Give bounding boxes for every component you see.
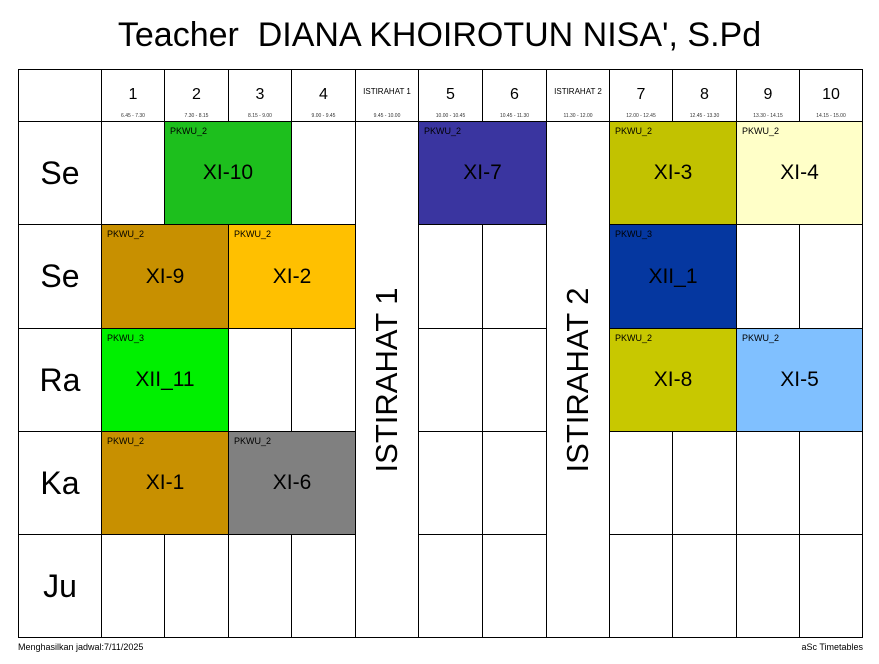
period-time: 7.30 - 8.15 bbox=[184, 113, 209, 119]
period-header bbox=[292, 69, 356, 122]
empty-slot bbox=[483, 432, 547, 535]
lesson-class: XI-8 bbox=[653, 368, 693, 391]
lesson-subject: PKWU_2 bbox=[742, 333, 780, 343]
empty-slot bbox=[292, 329, 356, 432]
empty-slot bbox=[419, 225, 483, 329]
empty-slot bbox=[483, 225, 547, 329]
lesson-subject: PKWU_2 bbox=[107, 436, 145, 446]
lesson-card[interactable] bbox=[737, 329, 863, 432]
break-header bbox=[356, 69, 419, 122]
lesson-subject: PKWU_2 bbox=[234, 436, 272, 446]
empty-slot bbox=[737, 535, 800, 638]
day-label: Ju bbox=[18, 535, 102, 638]
empty-slot bbox=[673, 432, 737, 535]
period-time: 14.15 - 15.00 bbox=[816, 113, 846, 119]
empty-slot bbox=[419, 432, 483, 535]
period-header bbox=[165, 69, 229, 122]
period-number: 10 bbox=[822, 86, 840, 103]
break-vertical-label: ISTIRAHAT 1 bbox=[369, 287, 404, 472]
break-name: ISTIRAHAT 2 bbox=[554, 87, 602, 96]
empty-slot bbox=[419, 535, 483, 638]
lesson-class: XI-10 bbox=[202, 161, 254, 184]
lesson-class: XI-7 bbox=[463, 161, 502, 184]
period-time: 13.30 - 14.15 bbox=[753, 113, 783, 119]
period-header bbox=[737, 69, 800, 122]
break-name: ISTIRAHAT 1 bbox=[363, 87, 411, 96]
period-number: 1 bbox=[128, 86, 138, 103]
empty-slot bbox=[483, 329, 547, 432]
lesson-class: XII_1 bbox=[648, 264, 698, 288]
lesson-card[interactable] bbox=[419, 122, 547, 225]
lesson-card[interactable] bbox=[229, 432, 356, 535]
empty-slot bbox=[737, 432, 800, 535]
period-header bbox=[419, 69, 483, 122]
lesson-class: XI-1 bbox=[145, 471, 185, 494]
lesson-subject: PKWU_2 bbox=[615, 126, 653, 136]
credit-label: aSc Timetables bbox=[801, 642, 863, 652]
day-label: Se bbox=[18, 225, 102, 329]
period-number: 4 bbox=[319, 86, 328, 103]
lesson-card[interactable] bbox=[610, 122, 737, 225]
period-time: 6.45 - 7.30 bbox=[121, 113, 145, 119]
lesson-subject: PKWU_2 bbox=[170, 126, 208, 136]
period-time: 12.00 - 12.45 bbox=[626, 113, 656, 119]
empty-slot bbox=[102, 122, 165, 225]
lesson-subject: PKWU_2 bbox=[424, 126, 462, 136]
generated-date: Menghasilkan jadwal:7/11/2025 bbox=[18, 642, 144, 652]
period-header bbox=[610, 69, 673, 122]
empty-slot bbox=[292, 122, 356, 225]
lesson-card[interactable] bbox=[610, 329, 737, 432]
day-label: Se bbox=[18, 122, 102, 225]
empty-slot bbox=[737, 225, 800, 329]
lesson-subject: PKWU_2 bbox=[107, 229, 145, 239]
period-time: 10.45 - 11.30 bbox=[499, 113, 530, 119]
corner-cell bbox=[18, 69, 102, 122]
period-header bbox=[102, 69, 165, 122]
period-header bbox=[229, 69, 292, 122]
lesson-class: XI-5 bbox=[780, 368, 819, 391]
period-number: 7 bbox=[636, 86, 646, 103]
empty-slot bbox=[673, 535, 737, 638]
lesson-class: XI-2 bbox=[272, 264, 312, 288]
lesson-class: XI-9 bbox=[145, 264, 185, 288]
lesson-subject: PKWU_3 bbox=[615, 229, 653, 239]
period-number: 6 bbox=[510, 86, 519, 103]
lesson-subject: PKWU_2 bbox=[615, 333, 653, 343]
empty-slot bbox=[800, 432, 863, 535]
lesson-card[interactable] bbox=[229, 225, 356, 329]
day-label: Ka bbox=[18, 432, 102, 535]
period-header bbox=[800, 69, 863, 122]
period-time: 10.00 - 10.45 bbox=[435, 113, 466, 119]
period-time: 8.15 - 9.00 bbox=[248, 113, 272, 119]
lesson-card[interactable] bbox=[165, 122, 292, 225]
lesson-subject: PKWU_2 bbox=[742, 126, 780, 136]
break-column bbox=[356, 122, 419, 638]
period-header bbox=[673, 69, 737, 122]
lesson-card[interactable] bbox=[610, 225, 737, 329]
period-number: 9 bbox=[763, 86, 773, 103]
empty-slot bbox=[292, 535, 356, 638]
empty-slot bbox=[229, 329, 292, 432]
period-number: 3 bbox=[255, 86, 265, 103]
empty-slot bbox=[483, 535, 547, 638]
empty-slot bbox=[800, 535, 863, 638]
period-time: 11.30 - 12.00 bbox=[563, 113, 593, 119]
period-number: 5 bbox=[446, 86, 455, 103]
empty-slot bbox=[165, 535, 229, 638]
period-time: 12.45 - 13.30 bbox=[689, 113, 720, 119]
day-label: Ra bbox=[18, 329, 102, 432]
lesson-card[interactable] bbox=[102, 329, 229, 432]
lesson-card[interactable] bbox=[102, 225, 229, 329]
lesson-class: XI-3 bbox=[653, 161, 693, 184]
lesson-subject: PKWU_2 bbox=[234, 229, 272, 239]
lesson-class: XI-4 bbox=[780, 161, 819, 184]
empty-slot bbox=[610, 535, 673, 638]
period-time: 9.45 - 10.00 bbox=[373, 113, 401, 119]
empty-slot bbox=[800, 225, 863, 329]
lesson-class: XI-6 bbox=[272, 471, 312, 494]
lesson-card[interactable] bbox=[102, 432, 229, 535]
empty-slot bbox=[102, 535, 165, 638]
period-header bbox=[483, 69, 547, 122]
lesson-class: XII_11 bbox=[135, 368, 195, 391]
empty-slot bbox=[229, 535, 292, 638]
lesson-card[interactable] bbox=[737, 122, 863, 225]
break-vertical-label: ISTIRAHAT 2 bbox=[560, 287, 595, 472]
period-number: 8 bbox=[700, 86, 709, 103]
empty-slot bbox=[610, 432, 673, 535]
page-title: Teacher DIANA KHOIROTUN NISA', S.Pd bbox=[117, 16, 762, 54]
lesson-subject: PKWU_3 bbox=[107, 333, 145, 343]
empty-slot bbox=[419, 329, 483, 432]
period-number: 2 bbox=[192, 86, 201, 103]
break-column bbox=[547, 122, 610, 638]
break-header bbox=[547, 69, 610, 122]
period-time: 9.00 - 9.45 bbox=[311, 113, 336, 119]
